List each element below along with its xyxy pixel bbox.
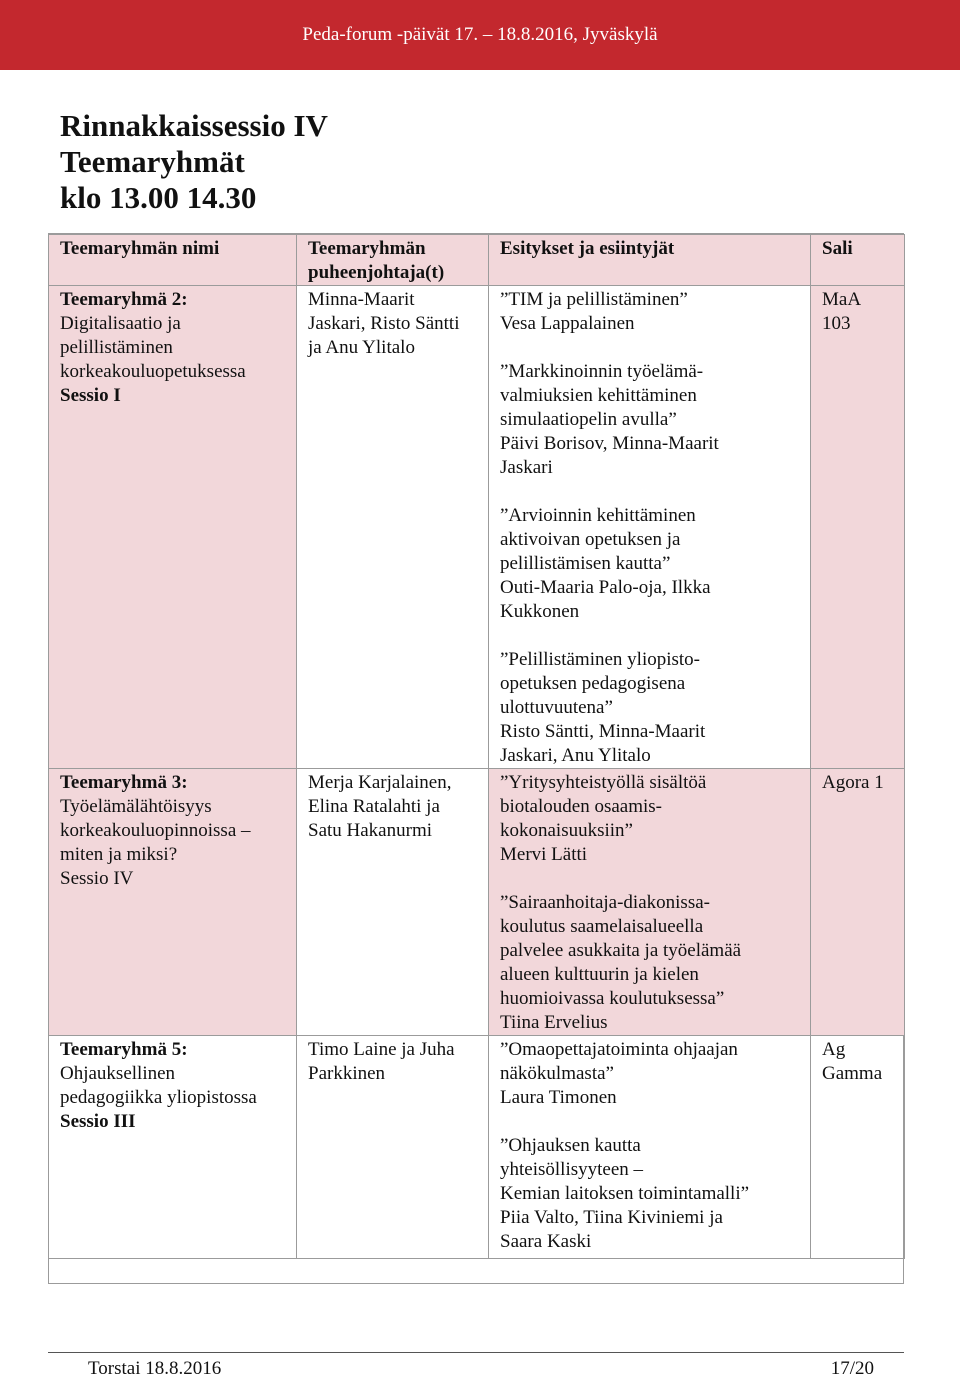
header-presentations: Esitykset ja esiintyjät [489,235,811,286]
presentations-cell [489,286,811,769]
presentation-item: ”Markkinoinnin työelämä- valmiuksien kehittäminen simulaatiopelin avulla” Päivi Borisov, Minna-Maarit Jaskari [500,361,719,478]
presentation-item: ”Sairaanhoitaja-diakonissa- koulutus saamelaisalueella palvelee asukkaita ja työelämää alueen kulttuurin ja kielen huomioivassa koulutuksessa” Tiina Ervelius [500,892,742,1033]
room-cell: Agora 1 [811,769,905,1036]
title-line-1: Rinnakkaissessio IV [60,108,328,143]
page-footer [48,1352,904,1386]
session-label: Sessio IV [60,868,134,889]
schedule-table [48,234,905,1259]
session-label: Sessio I [60,385,121,406]
presentations-cell [489,769,811,1036]
title-line-3: klo 13.00 14.30 [60,180,257,215]
header-chair: Teemaryhmän puheenjohtaja(t) [297,235,489,286]
group-name-cell: Teemaryhmä 3: Työelämälähtöisyys korkeakouluopinnoissa – miten ja miksi? Sessio IV [49,769,297,1036]
room-cell: Ag Gamma [811,1036,905,1259]
presentation-item: ”Arvioinnin kehittäminen aktivoivan opetuksen ja pelillistämisen kautta” Outi-Maaria Palo-oja, Ilkka Kukkonen [500,505,711,622]
session-label: Sessio III [60,1111,136,1132]
presentation-item: ”Yritysyhteistyöllä sisältöä biotalouden osaamis- kokonaisuuksiin” Mervi Lätti [500,772,707,865]
page-number: 17/20 [830,1358,874,1379]
presentation-item: ”Pelillistäminen yliopisto- opetuksen pedagogisena ulottuvuutena” Risto Säntti, Minna-Maarit Jaskari, Anu Ylitalo [500,649,706,766]
session-title-box [48,104,904,234]
header-room: Sali [811,235,905,286]
group-name-cell: Teemaryhmä 2: Digitalisaatio ja pelillistäminen korkeakouluopetuksessa Sessio I [49,286,297,769]
presentations-cell [489,1036,811,1259]
header-text: Peda-forum -päivät 17. – 18.8.2016, Jyväskylä [302,24,658,45]
table-header-row [49,235,905,286]
chair-cell: Merja Karjalainen, Elina Ratalahti ja Satu Hakanurmi [297,769,489,1036]
footer-date: Torstai 18.8.2016 [88,1358,222,1379]
table-row [49,286,905,769]
presentation-item: ”TIM ja pelillistäminen” Vesa Lappalainen [500,289,688,334]
table-row [49,1036,905,1259]
presentation-item: ”Omaopettajatoiminta ohjaajan näkökulmasta” Laura Timonen [500,1039,738,1108]
group-name-cell: Teemaryhmä 5: Ohjauksellinen pedagogiikka yliopistossa Sessio III [49,1036,297,1259]
presentation-item: ”Ohjauksen kautta yhteisöllisyyteen – Kemian laitoksen toimintamalli” Piia Valto, Tiina Kiviniemi ja Saara Kaski [500,1135,750,1252]
table-row [49,769,905,1036]
chair-cell: Timo Laine ja Juha Parkkinen [297,1036,489,1259]
room-cell: MaA 103 [811,286,905,769]
header-name: Teemaryhmän nimi [49,235,297,286]
document-header [0,0,960,70]
title-line-2: Teemaryhmät [60,144,245,179]
chair-cell: Minna-Maarit Jaskari, Risto Säntti ja Anu Ylitalo [297,286,489,769]
